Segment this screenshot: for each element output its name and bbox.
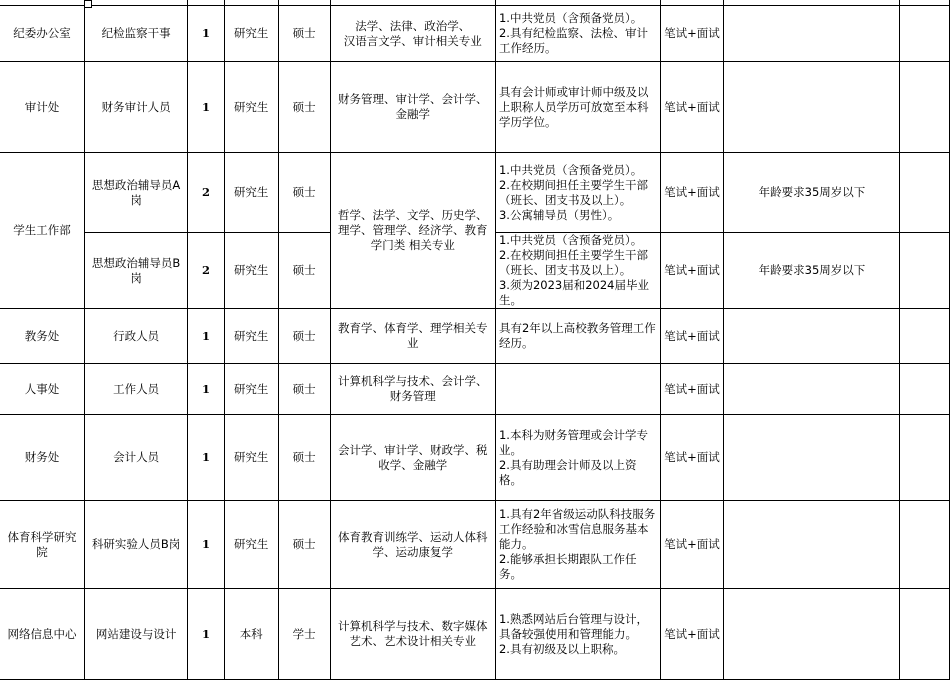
post-cell[interactable]: 网站建设与设计 (85, 589, 188, 680)
empty-cell[interactable] (900, 6, 950, 62)
table-row (0, 6, 950, 62)
table-row (0, 364, 950, 415)
count-cell[interactable]: 1 (188, 62, 225, 153)
edu-cell[interactable]: 研究生 (224, 153, 278, 233)
post-cell[interactable]: 思想政治辅导员A岗 (85, 153, 188, 233)
major-cell[interactable]: 财务管理、审计学、会计学、金融学 (330, 62, 495, 153)
table-row (0, 415, 950, 501)
degree-cell[interactable]: 硕士 (278, 62, 330, 153)
empty-cell[interactable] (900, 589, 950, 680)
major-cell[interactable]: 计算机科学与技术、数字媒体艺术、艺术设计相关专业 (330, 589, 495, 680)
requirement-line: 2.具有助理会计师及以上资格。 (498, 457, 637, 487)
requirement-line: 2.具有初级及以上职称。 (498, 641, 625, 656)
note-cell[interactable] (724, 415, 900, 501)
requirement-line: 2.具有纪检监察、法检、审计工作经历。 (498, 26, 648, 55)
table-row (0, 589, 950, 680)
exam-cell[interactable]: 笔试+面试 (660, 501, 724, 589)
degree-cell[interactable]: 硕士 (278, 233, 330, 309)
table-row (0, 501, 950, 589)
table-row (0, 62, 950, 153)
exam-cell[interactable]: 笔试+面试 (660, 589, 724, 680)
count-cell[interactable]: 2 (188, 153, 225, 233)
edu-cell[interactable]: 本科 (224, 589, 278, 680)
empty-cell[interactable] (900, 309, 950, 364)
requirement-cell[interactable] (495, 501, 660, 589)
edu-cell[interactable]: 研究生 (224, 233, 278, 309)
dept-cell[interactable]: 网络信息中心 (0, 589, 85, 680)
empty-cell[interactable] (900, 501, 950, 589)
edu-cell[interactable]: 研究生 (224, 415, 278, 501)
requirement-cell[interactable] (495, 415, 660, 501)
edu-cell[interactable]: 研究生 (224, 62, 278, 153)
post-cell[interactable]: 工作人员 (85, 364, 188, 415)
requirement-line: 具有会计师或审计师中级及以上职称人员学历可放宽至本科学历学位。 (498, 84, 649, 129)
major-cell[interactable]: 教育学、体育学、理学相关专业 (330, 309, 495, 364)
exam-cell[interactable]: 笔试+面试 (660, 415, 724, 501)
post-cell[interactable]: 会计人员 (85, 415, 188, 501)
cell-resize-handle[interactable] (84, 0, 92, 8)
count-cell[interactable]: 2 (188, 233, 225, 309)
degree-cell[interactable]: 硕士 (278, 153, 330, 233)
major-cell[interactable]: 计算机科学与技术、会计学、财务管理 (330, 364, 495, 415)
major-cell[interactable]: 哲学、法学、文学、历史学、理学、管理学、经济学、教育学门类 相关专业 (330, 153, 495, 309)
exam-cell[interactable]: 笔试+面试 (660, 153, 724, 233)
post-cell[interactable]: 行政人员 (85, 309, 188, 364)
major-cell[interactable]: 体育教育训练学、运动人体科学、运动康复学 (330, 501, 495, 589)
empty-cell[interactable] (900, 415, 950, 501)
requirement-line: 1.本科为财务管理或会计学专业。 (498, 427, 648, 457)
edu-cell[interactable]: 研究生 (224, 501, 278, 589)
degree-cell[interactable]: 学士 (278, 589, 330, 680)
exam-cell[interactable]: 笔试+面试 (660, 233, 724, 309)
degree-cell[interactable]: 硕士 (278, 6, 330, 62)
edu-cell[interactable]: 研究生 (224, 364, 278, 415)
requirement-line: 2.在校期间担任主要学生干部（班长、团支书及以上）。 (498, 248, 648, 277)
dept-cell[interactable]: 人事处 (0, 364, 85, 415)
empty-cell[interactable] (900, 364, 950, 415)
post-cell[interactable]: 纪检监察干事 (85, 6, 188, 62)
requirement-cell[interactable] (495, 62, 660, 153)
major-cell[interactable]: 会计学、审计学、财政学、税收学、金融学 (330, 415, 495, 501)
dept-cell[interactable]: 审计处 (0, 62, 85, 153)
table-row (0, 309, 950, 364)
requirement-cell[interactable] (495, 589, 660, 680)
post-cell[interactable]: 财务审计人员 (85, 62, 188, 153)
requirement-cell[interactable] (495, 6, 660, 62)
count-cell[interactable]: 1 (188, 589, 225, 680)
degree-cell[interactable]: 硕士 (278, 364, 330, 415)
count-cell[interactable]: 1 (188, 501, 225, 589)
table-row (0, 153, 950, 233)
note-cell[interactable] (724, 364, 900, 415)
requirement-line: 2.在校期间担任主要学生干部（班长、团支书及以上）。 (498, 177, 648, 207)
post-cell[interactable]: 科研实验人员B岗 (85, 501, 188, 589)
requirement-cell[interactable] (495, 364, 660, 415)
edu-cell[interactable]: 研究生 (224, 309, 278, 364)
requirement-line: 1.中共党员（含预备党员）。 (498, 233, 643, 247)
requirement-line: 1.具有2年省级运动队科技服务工作经验和冰雪信息服务基本能力。 (498, 507, 656, 551)
requirement-line: 3.须为2023届和2024届毕业生。 (498, 278, 649, 307)
empty-cell[interactable] (900, 62, 950, 153)
degree-cell[interactable]: 硕士 (278, 501, 330, 589)
requirement-cell[interactable] (495, 233, 660, 309)
dept-cell[interactable]: 学生工作部 (0, 153, 85, 309)
note-cell[interactable] (724, 589, 900, 680)
note-cell[interactable]: 年龄要求35周岁以下 (724, 153, 900, 233)
dept-cell[interactable]: 纪委办公室 (0, 6, 85, 62)
note-cell[interactable] (724, 309, 900, 364)
count-cell[interactable]: 1 (188, 364, 225, 415)
requirement-cell[interactable] (495, 153, 660, 233)
degree-cell[interactable]: 硕士 (278, 415, 330, 501)
degree-cell[interactable]: 硕士 (278, 309, 330, 364)
requirement-line: 3.公寓辅导员（男性）。 (498, 207, 620, 222)
requirement-line: 1.中共党员（含预备党员）。 (498, 11, 643, 25)
post-cell[interactable]: 思想政治辅导员B岗 (85, 233, 188, 309)
count-cell[interactable]: 1 (188, 415, 225, 501)
note-cell[interactable] (724, 6, 900, 62)
count-cell[interactable]: 1 (188, 309, 225, 364)
requirement-line: 2.能够承担长期跟队工作任务。 (498, 552, 637, 581)
requirement-cell[interactable] (495, 309, 660, 364)
requirement-line: 1.中共党员（含预备党员）。 (498, 162, 643, 177)
edu-cell[interactable]: 研究生 (224, 6, 278, 62)
major-cell[interactable]: 法学、法律、政治学、 汉语言文学、审计相关专业 (330, 6, 495, 62)
count-cell[interactable]: 1 (188, 6, 225, 62)
exam-cell[interactable]: 笔试+面试 (660, 309, 724, 364)
dept-cell[interactable]: 财务处 (0, 415, 85, 501)
note-cell[interactable] (724, 501, 900, 589)
requirement-line: 1.熟悉网站后台管理与设计，具备较强使用和管理能力。 (498, 611, 648, 641)
empty-cell[interactable] (900, 153, 950, 233)
dept-cell[interactable]: 教务处 (0, 309, 85, 364)
exam-cell[interactable]: 笔试+面试 (660, 364, 724, 415)
exam-cell[interactable]: 笔试+面试 (660, 62, 724, 153)
note-cell[interactable]: 年龄要求35周岁以下 (724, 233, 900, 309)
note-cell[interactable] (724, 62, 900, 153)
empty-cell[interactable] (900, 233, 950, 309)
dept-cell[interactable]: 体育科学研究院 (0, 501, 85, 589)
requirement-line: 具有2年以上高校教务管理工作经历。 (498, 321, 656, 350)
exam-cell[interactable]: 笔试+面试 (660, 6, 724, 62)
